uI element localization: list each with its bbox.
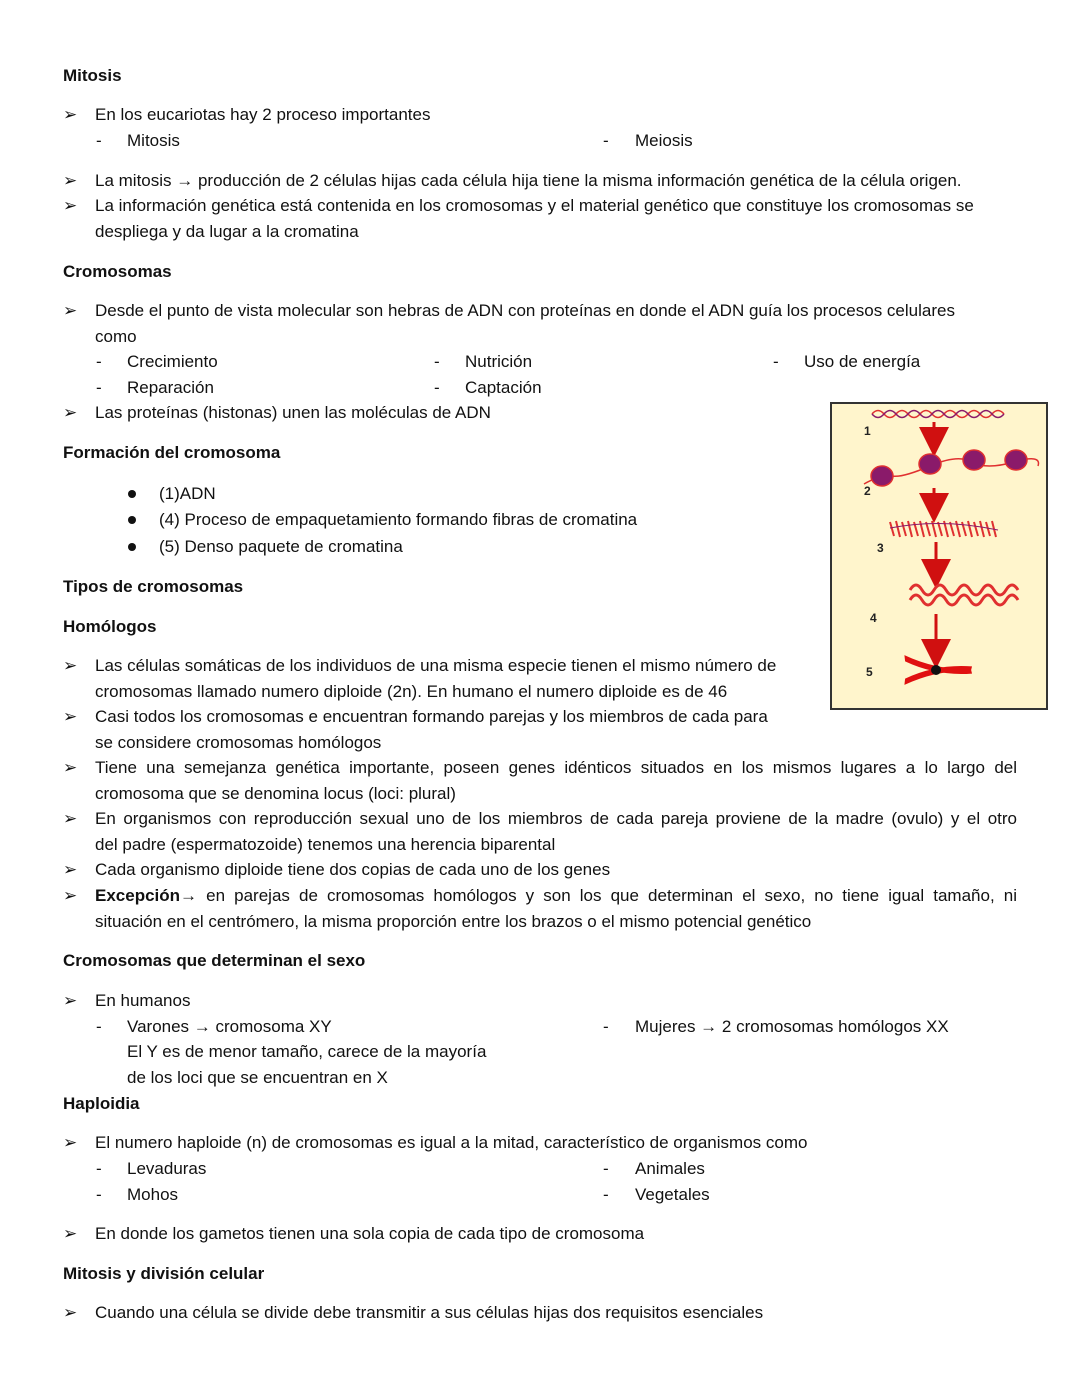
- heading-sexo: Cromosomas que determinan el sexo: [63, 951, 366, 970]
- arrow-bullet-icon: ➢: [63, 403, 78, 422]
- dash-icon: -: [96, 1017, 102, 1036]
- homologos-point-1-line1: Las células somáticas de los individuos de una misma especie tienen el mismo número de: [95, 656, 777, 675]
- heading-haploidia: Haploidia: [63, 1094, 140, 1113]
- list-item: Levaduras: [127, 1159, 207, 1178]
- arrow-bullet-icon: ➢: [63, 656, 78, 675]
- arrow-bullet-icon: ➢: [63, 301, 78, 320]
- arrow-bullet-icon: ➢: [63, 1224, 78, 1243]
- heading-tipos: Tipos de cromosomas: [63, 577, 244, 596]
- step-label: 4: [870, 611, 877, 625]
- heading-formacion: Formación del cromosoma: [63, 443, 281, 462]
- nucleosome-string-icon: [864, 450, 1039, 486]
- dash-icon: -: [603, 1159, 609, 1178]
- haploidia-point-1: El numero haploide (n) de cromosomas es igual a la mitad, característico de organismos como: [95, 1133, 808, 1152]
- metaphase-chromosome-icon: [902, 655, 972, 685]
- arrow-bullet-icon: ➢: [63, 1303, 78, 1322]
- bullet-icon: [128, 490, 136, 498]
- bullet-icon: [128, 543, 136, 551]
- homologos-point-5: Cada organismo diploide tiene dos copias de cada uno de los genes: [95, 860, 611, 879]
- homologos-point-6-line1: [95, 886, 1017, 906]
- sexo-varones-line3: de los loci que se encuentran en X: [127, 1068, 388, 1087]
- dash-icon: -: [434, 352, 440, 371]
- homologos-point-3-line2: cromosoma que se denomina locus (loci: plural): [95, 784, 456, 803]
- arrow-bullet-icon: ➢: [63, 758, 78, 777]
- list-item: Captación: [465, 378, 542, 397]
- step-label: 1: [864, 424, 871, 438]
- arrow-bullet-icon: ➢: [63, 707, 78, 726]
- homologos-point-6-line2: situación en el centrómero, la misma proporción entre los brazos o el mismo potencial genético: [95, 912, 812, 931]
- list-item: Mohos: [127, 1185, 179, 1204]
- dash-icon: -: [96, 1159, 102, 1178]
- cromosomas-point-1-line1: Desde el punto de vista molecular son hebras de ADN con proteínas en donde el ADN guía los procesos celulares: [95, 301, 955, 320]
- dash-icon: -: [603, 1185, 609, 1204]
- arrow-bullet-icon: ➢: [63, 809, 78, 828]
- dna-helix-icon: [872, 411, 1004, 418]
- list-item: Animales: [635, 1159, 705, 1178]
- dash-icon: -: [603, 1017, 609, 1036]
- exception-text: → en parejas de cromosomas homólogos y son los que determinan el sexo, no tiene igual tamaño, ni: [180, 886, 1017, 905]
- list-item: Vegetales: [635, 1185, 710, 1204]
- dash-icon: -: [96, 352, 102, 371]
- cromosomas-point-1-line2: como: [95, 327, 137, 346]
- chromosome-packaging-figure: [830, 402, 1048, 710]
- list-item: Reparación: [127, 378, 214, 397]
- cromosomas-point-2: Las proteínas (histonas) unen las moléculas de ADN: [95, 403, 491, 422]
- mitosis-point-2: La mitosis → producción de 2 células hijas cada célula hija tiene la misma información genética de la célula origen.: [95, 171, 962, 190]
- step-label: 2: [864, 484, 871, 498]
- homologos-point-2-line1: Casi todos los cromosomas e encuentran formando parejas y los miembros de cada para: [95, 707, 768, 726]
- dash-icon: -: [603, 131, 609, 150]
- list-item: Nutrición: [465, 352, 533, 371]
- mitosis-point-3-line2: despliega y da lugar a la cromatina: [95, 222, 359, 241]
- dash-icon: -: [96, 378, 102, 397]
- division-point-1: Cuando una célula se divide debe transmitir a sus células hijas dos requisitos esenciales: [95, 1303, 764, 1322]
- list-item: (4) Proceso de empaquetamiento formando fibras de cromatina: [159, 510, 638, 529]
- haploidia-point-2: En donde los gametos tienen una sola copia de cada tipo de cromosoma: [95, 1224, 645, 1243]
- packaging-diagram-svg: [832, 404, 1046, 708]
- heading-homologos: Homólogos: [63, 617, 157, 636]
- arrow-bullet-icon: ➢: [63, 1133, 78, 1152]
- list-item: Crecimiento: [127, 352, 218, 371]
- condensed-chromatin-icon: [910, 585, 1018, 605]
- dash-icon: -: [96, 1185, 102, 1204]
- list-item: (5) Denso paquete de cromatina: [159, 537, 403, 556]
- heading-cromosomas: Cromosomas: [63, 262, 172, 281]
- mitosis-sub-left: Mitosis: [127, 131, 180, 150]
- sexo-point-1: En humanos: [95, 991, 191, 1010]
- heading-mitosis: Mitosis: [63, 66, 122, 85]
- list-item: (1)ADN: [159, 484, 216, 503]
- sexo-varones-line2: El Y es de menor tamaño, carece de la mayoría: [127, 1042, 487, 1061]
- exception-label: Excepción: [95, 886, 181, 905]
- dash-icon: -: [434, 378, 440, 397]
- arrow-bullet-icon: ➢: [63, 886, 78, 905]
- arrow-bullet-icon: ➢: [63, 860, 78, 879]
- bullet-icon: [128, 516, 136, 524]
- homologos-point-4-line1: En organismos con reproducción sexual uno de los miembros de cada pareja proviene de la madre (ovulo) y el otro: [95, 809, 1017, 828]
- arrow-bullet-icon: ➢: [63, 105, 78, 124]
- list-item: Uso de energía: [804, 352, 921, 371]
- arrow-bullet-icon: ➢: [63, 991, 78, 1010]
- dash-icon: -: [773, 352, 779, 371]
- step-label: 3: [877, 541, 884, 555]
- arrow-bullet-icon: ➢: [63, 196, 78, 215]
- dash-icon: -: [96, 131, 102, 150]
- mitosis-point-1: En los eucariotas hay 2 proceso importantes: [95, 105, 431, 124]
- heading-division: Mitosis y división celular: [63, 1264, 265, 1283]
- homologos-point-2-line2: se considere cromosomas homólogos: [95, 733, 382, 752]
- arrow-bullet-icon: ➢: [63, 171, 78, 190]
- homologos-point-3-line1: Tiene una semejanza genética importante, poseen genes idénticos situados en los mismos lugares a lo largo del: [95, 758, 1017, 777]
- homologos-point-4-line2: del padre (espermatozoide) tenemos una herencia biparental: [95, 835, 556, 854]
- step-label: 5: [866, 665, 873, 679]
- mitosis-point-3-line1: La información genética está contenida en los cromosomas y el material genético que constituye los cromosomas se: [95, 196, 974, 215]
- homologos-point-1-line2: cromosomas llamado numero diploide (2n). En humano el numero diploide es de 46: [95, 682, 728, 701]
- sexo-varones: Varones → cromosoma XY: [127, 1017, 332, 1036]
- chromatin-fiber-icon: [890, 521, 998, 537]
- mitosis-sub-right: Meiosis: [635, 131, 693, 150]
- sexo-mujeres: Mujeres → 2 cromosomas homólogos XX: [635, 1017, 949, 1036]
